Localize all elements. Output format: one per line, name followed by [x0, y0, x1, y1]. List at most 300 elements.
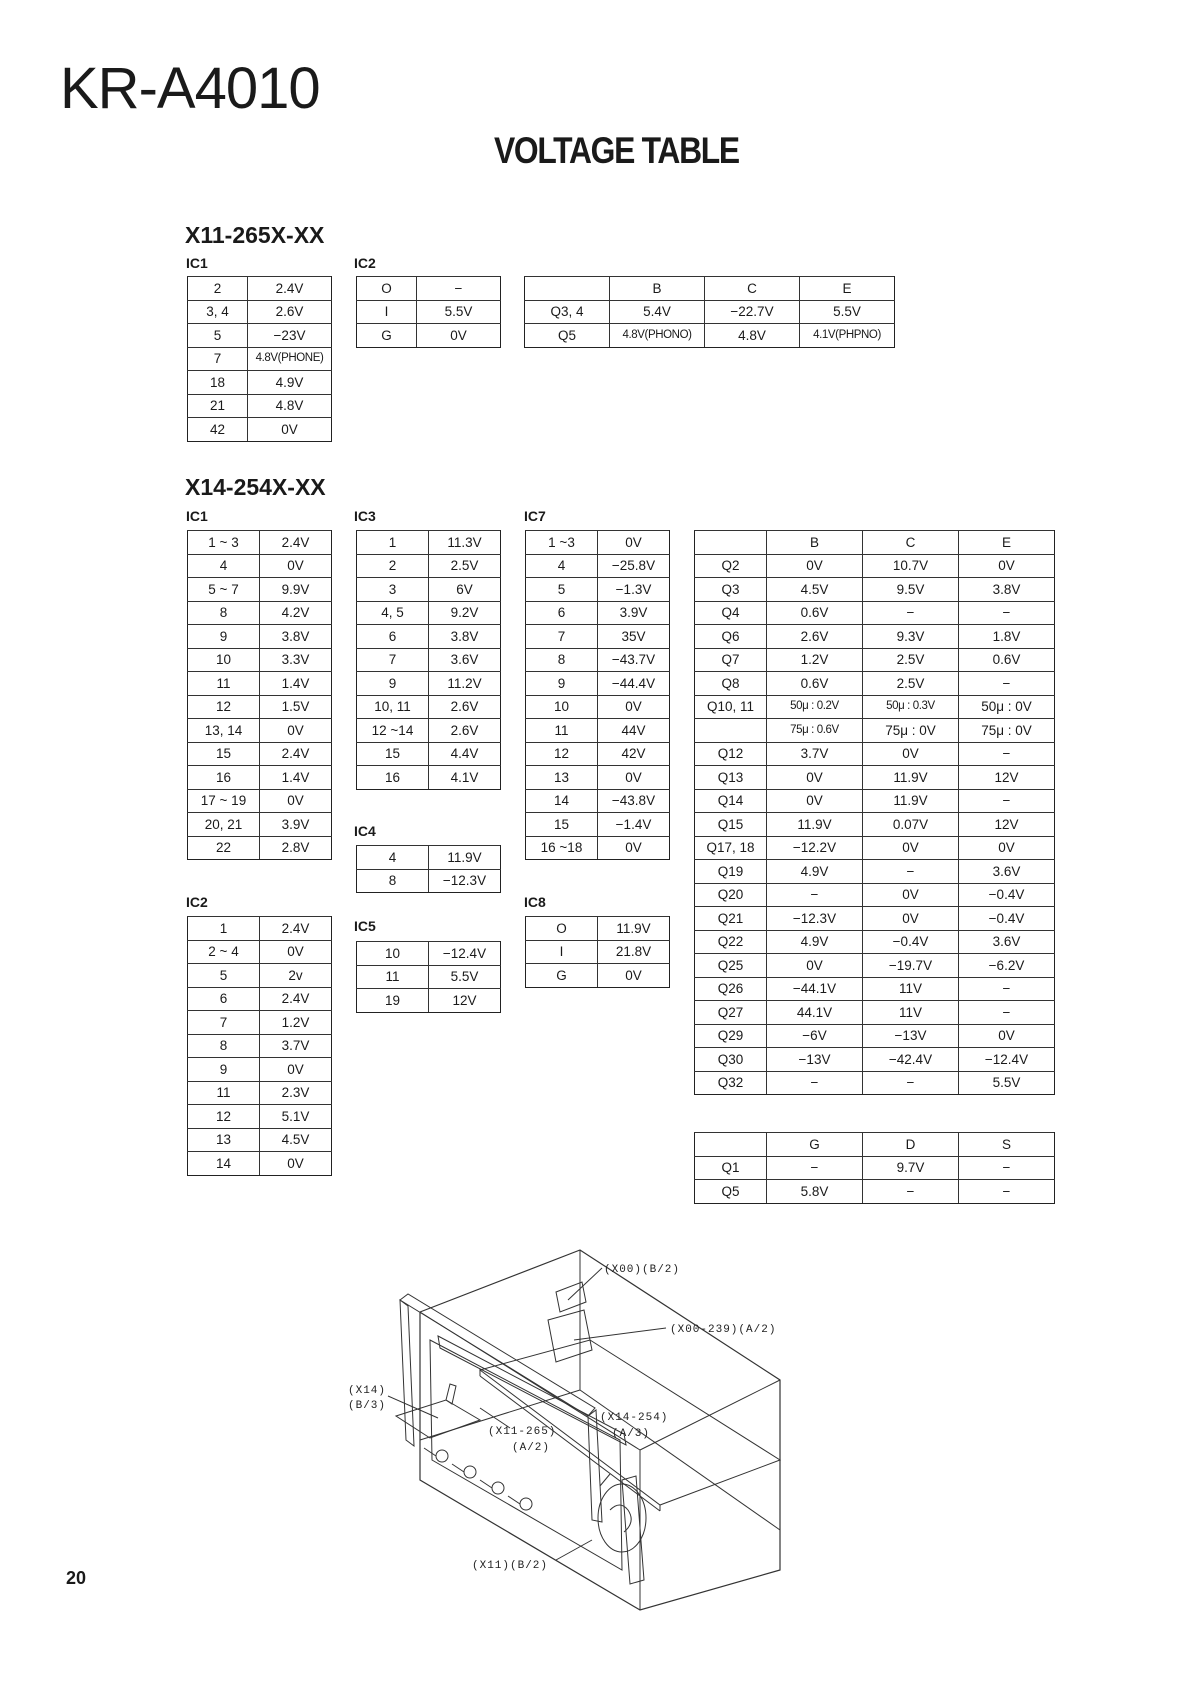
- table-cell: 6: [357, 625, 429, 649]
- table-row: [188, 554, 332, 578]
- x14-transistor-table: [694, 530, 1055, 1095]
- table-cell: 3: [357, 578, 429, 602]
- table-cell: 11.9V: [863, 789, 959, 813]
- table-cell: 19: [357, 989, 429, 1013]
- table-row: [188, 695, 332, 719]
- table-cell: 13: [526, 766, 598, 790]
- table-row: [188, 418, 332, 442]
- table-cell: 2v: [260, 964, 332, 988]
- table-cell: 3.6V: [429, 648, 501, 672]
- table-cell: 0V: [598, 695, 670, 719]
- table-row: [695, 813, 1055, 837]
- table-cell: 4: [357, 846, 429, 870]
- table-cell: −1.3V: [598, 578, 670, 602]
- table-cell: −6V: [767, 1024, 863, 1048]
- table-row: [188, 300, 332, 324]
- table-cell: 9: [188, 625, 260, 649]
- table-cell: −: [959, 789, 1055, 813]
- table-cell: 10.7V: [863, 554, 959, 578]
- table-cell: 3.8V: [260, 625, 332, 649]
- x11-ic2-table: [356, 276, 501, 348]
- table-row: [525, 324, 895, 348]
- table-row: [695, 766, 1055, 790]
- table-cell: 2.5V: [863, 672, 959, 696]
- table-cell: 1.8V: [959, 625, 1055, 649]
- table-cell: 4.9V: [767, 930, 863, 954]
- table-cell: 4: [188, 554, 260, 578]
- table-cell: −: [767, 1156, 863, 1180]
- x11-transistor-table: [524, 276, 895, 348]
- table-row: [695, 1024, 1055, 1048]
- table-cell: 10: [188, 648, 260, 672]
- table-cell: 4: [526, 554, 598, 578]
- table-cell: 44.1V: [767, 1001, 863, 1025]
- table-cell: 9: [526, 672, 598, 696]
- table-cell: 3, 4: [188, 300, 248, 324]
- table-cell: Q26: [695, 977, 767, 1001]
- table-cell: −0.4V: [959, 883, 1055, 907]
- table-cell: −6.2V: [959, 954, 1055, 978]
- table-row: [695, 1071, 1055, 1095]
- table-row: [695, 1001, 1055, 1025]
- table-cell: 20, 21: [188, 813, 260, 837]
- table-cell: −13V: [863, 1024, 959, 1048]
- table-cell: 1 ~3: [526, 531, 598, 555]
- table-row: [188, 766, 332, 790]
- table-cell: 0V: [767, 789, 863, 813]
- table-cell: 16: [357, 766, 429, 790]
- table-cell: 75μ : 0V: [959, 719, 1055, 743]
- table-cell: 2.3V: [260, 1081, 332, 1105]
- table-cell: 5.5V: [959, 1071, 1055, 1095]
- table-row: [188, 672, 332, 696]
- table-cell: D: [863, 1133, 959, 1157]
- table-row: [526, 554, 670, 578]
- table-cell: 0V: [598, 531, 670, 555]
- table-cell: 2.6V: [429, 719, 501, 743]
- table-cell: 1: [357, 531, 429, 555]
- x14-ic4-label: IC4: [354, 823, 376, 839]
- table-cell: 0V: [863, 836, 959, 860]
- table-cell: 1.2V: [767, 648, 863, 672]
- table-row: [188, 987, 332, 1011]
- table-cell: 9.9V: [260, 578, 332, 602]
- table-cell: 5 ~ 7: [188, 578, 260, 602]
- table-cell: −43.7V: [598, 648, 670, 672]
- table-cell: −22.7V: [705, 300, 800, 324]
- label-x14-b3-line2: (B/3): [348, 1400, 387, 1412]
- table-cell: 4.5V: [767, 578, 863, 602]
- table-row: [357, 766, 501, 790]
- x14-ic7-label: IC7: [524, 508, 546, 524]
- table-cell: 21.8V: [598, 940, 670, 964]
- table-row: [695, 719, 1055, 743]
- table-row: [695, 1156, 1055, 1180]
- table-cell: 5: [188, 964, 260, 988]
- table-cell: 0V: [863, 742, 959, 766]
- table-cell: 12V: [429, 989, 501, 1013]
- table-row: [695, 625, 1055, 649]
- table-cell: 0V: [598, 964, 670, 988]
- table-cell: 3.9V: [260, 813, 332, 837]
- x14-ic5-table: [356, 941, 501, 1013]
- table-row: [526, 813, 670, 837]
- table-cell: 0V: [959, 1024, 1055, 1048]
- table-cell: 4.8V: [248, 394, 332, 418]
- table-row: [695, 789, 1055, 813]
- table-cell: 3.8V: [429, 625, 501, 649]
- table-cell: 44V: [598, 719, 670, 743]
- table-row: [188, 371, 332, 395]
- table-cell: 2 ~ 4: [188, 940, 260, 964]
- table-row: [357, 531, 501, 555]
- table-cell: −44.1V: [767, 977, 863, 1001]
- table-cell: O: [357, 277, 417, 301]
- table-row: [526, 742, 670, 766]
- table-row: [188, 813, 332, 837]
- table-cell: 0V: [260, 554, 332, 578]
- table-cell: 0V: [959, 554, 1055, 578]
- table-cell: 5.1V: [260, 1105, 332, 1129]
- table-cell: 4.4V: [429, 742, 501, 766]
- table-cell: 8: [526, 648, 598, 672]
- table-cell: 0V: [767, 554, 863, 578]
- table-cell: 12: [526, 742, 598, 766]
- table-cell: 8: [188, 601, 260, 625]
- table-cell: 4, 5: [357, 601, 429, 625]
- table-row: [695, 648, 1055, 672]
- table-cell: [695, 531, 767, 555]
- table-row: [357, 742, 501, 766]
- table-row: [357, 277, 501, 301]
- table-row: [526, 531, 670, 555]
- table-cell: 13: [188, 1128, 260, 1152]
- table-cell: E: [800, 277, 895, 301]
- table-cell: 2.8V: [260, 836, 332, 860]
- table-cell: −23V: [248, 324, 332, 348]
- table-cell: 7: [188, 1011, 260, 1035]
- table-cell: 50μ : 0V: [959, 695, 1055, 719]
- table-cell: −: [959, 1180, 1055, 1204]
- x11-ic2-label: IC2: [354, 255, 376, 271]
- table-row: [357, 625, 501, 649]
- label-x00-239: (X00-239)(A/2): [670, 1324, 777, 1336]
- table-row: [526, 601, 670, 625]
- page-number: 20: [66, 1568, 87, 1588]
- table-cell: 6: [188, 987, 260, 1011]
- table-cell: 4.9V: [248, 371, 332, 395]
- table-cell: 9: [188, 1058, 260, 1082]
- table-cell: 2.4V: [260, 742, 332, 766]
- table-cell: −25.8V: [598, 554, 670, 578]
- table-row: [695, 1048, 1055, 1072]
- table-cell: −: [863, 601, 959, 625]
- table-cell: 3.6V: [959, 930, 1055, 954]
- table-cell: 3.7V: [767, 742, 863, 766]
- table-cell: [695, 1133, 767, 1157]
- table-cell: 4.2V: [260, 601, 332, 625]
- x14-ic3-table: [356, 530, 501, 790]
- table-cell: 0V: [767, 954, 863, 978]
- table-row: [357, 719, 501, 743]
- table-cell: −: [959, 977, 1055, 1001]
- table-cell: −: [767, 883, 863, 907]
- table-cell: Q3: [695, 578, 767, 602]
- table-cell: 4.1V(PHPNO): [800, 324, 895, 348]
- table-row: [695, 1180, 1055, 1204]
- table-cell: 0V: [417, 324, 501, 348]
- x14-fet-table: [694, 1132, 1055, 1204]
- table-cell: 50μ : 0.2V: [767, 695, 863, 719]
- model-title: KR-A4010: [60, 56, 320, 121]
- table-cell: [695, 719, 767, 743]
- table-row: [695, 578, 1055, 602]
- table-cell: −0.4V: [959, 907, 1055, 931]
- table-cell: 11V: [863, 977, 959, 1001]
- table-cell: −: [959, 601, 1055, 625]
- table-cell: 9: [357, 672, 429, 696]
- table-row: [695, 554, 1055, 578]
- table-cell: −: [767, 1071, 863, 1095]
- x14-ic4-table: [356, 845, 501, 893]
- table-cell: 42: [188, 418, 248, 442]
- table-cell: 0.6V: [767, 601, 863, 625]
- table-cell: 1 ~ 3: [188, 531, 260, 555]
- table-cell: 0.6V: [959, 648, 1055, 672]
- table-row: [357, 648, 501, 672]
- table-cell: 11.9V: [767, 813, 863, 837]
- table-cell: Q2: [695, 554, 767, 578]
- table-cell: 75μ : 0V: [863, 719, 959, 743]
- table-cell: 11.3V: [429, 531, 501, 555]
- table-cell: 5: [188, 324, 248, 348]
- table-cell: Q25: [695, 954, 767, 978]
- table-row: [188, 940, 332, 964]
- table-cell: 12V: [959, 766, 1055, 790]
- table-row: [695, 977, 1055, 1001]
- table-cell: 0V: [260, 940, 332, 964]
- table-cell: 2: [188, 277, 248, 301]
- table-row: [188, 719, 332, 743]
- table-row: [695, 1133, 1055, 1157]
- table-cell: 1.4V: [260, 672, 332, 696]
- table-cell: −43.8V: [598, 789, 670, 813]
- table-cell: 42V: [598, 742, 670, 766]
- table-cell: 22: [188, 836, 260, 860]
- table-cell: 0V: [598, 766, 670, 790]
- table-cell: 11: [357, 965, 429, 989]
- x14-ic2-label: IC2: [186, 894, 208, 910]
- table-cell: Q30: [695, 1048, 767, 1072]
- table-cell: 11: [188, 672, 260, 696]
- table-cell: 2.6V: [248, 300, 332, 324]
- table-cell: 0V: [598, 836, 670, 860]
- label-x14-254-line1: (X14-254): [600, 1412, 669, 1424]
- table-cell: −12.3V: [429, 869, 501, 893]
- table-cell: 7: [188, 347, 248, 371]
- table-cell: 9.5V: [863, 578, 959, 602]
- table-row: [357, 300, 501, 324]
- table-cell: C: [705, 277, 800, 301]
- table-cell: 11V: [863, 1001, 959, 1025]
- table-cell: 2.4V: [260, 531, 332, 555]
- table-row: [526, 766, 670, 790]
- table-cell: 0V: [260, 719, 332, 743]
- table-row: [526, 578, 670, 602]
- table-cell: 6V: [429, 578, 501, 602]
- table-row: [188, 1011, 332, 1035]
- table-cell: 14: [188, 1152, 260, 1176]
- table-cell: 2.6V: [429, 695, 501, 719]
- table-cell: −: [959, 672, 1055, 696]
- table-cell: 5.5V: [429, 965, 501, 989]
- table-cell: B: [610, 277, 705, 301]
- table-cell: 2.5V: [863, 648, 959, 672]
- table-cell: 2.4V: [248, 277, 332, 301]
- table-cell: S: [959, 1133, 1055, 1157]
- table-cell: 11: [526, 719, 598, 743]
- table-cell: 15: [357, 742, 429, 766]
- table-cell: 10: [357, 942, 429, 966]
- table-row: [188, 789, 332, 813]
- table-cell: Q5: [525, 324, 610, 348]
- label-x14-254-line2: (A/3): [612, 1428, 651, 1440]
- table-cell: Q17, 18: [695, 836, 767, 860]
- table-cell: 8: [188, 1034, 260, 1058]
- table-row: [695, 883, 1055, 907]
- table-cell: Q13: [695, 766, 767, 790]
- section-heading-x14: X14-254X-XX: [185, 474, 326, 500]
- table-cell: Q5: [695, 1180, 767, 1204]
- table-cell: 1: [188, 917, 260, 941]
- table-row: [695, 930, 1055, 954]
- table-cell: 16 ~18: [526, 836, 598, 860]
- table-row: [188, 531, 332, 555]
- table-cell: 4.9V: [767, 860, 863, 884]
- table-row: [526, 917, 670, 941]
- x14-ic3-label: IC3: [354, 508, 376, 524]
- table-cell: 17 ~ 19: [188, 789, 260, 813]
- table-cell: I: [357, 300, 417, 324]
- table-cell: Q32: [695, 1071, 767, 1095]
- table-row: [357, 989, 501, 1013]
- table-cell: 75μ : 0.6V: [767, 719, 863, 743]
- table-cell: 5.4V: [610, 300, 705, 324]
- table-row: [188, 1152, 332, 1176]
- table-row: [188, 625, 332, 649]
- table-cell: 2.6V: [767, 625, 863, 649]
- table-row: [357, 965, 501, 989]
- table-cell: −12.3V: [767, 907, 863, 931]
- table-row: [526, 648, 670, 672]
- table-cell: Q22: [695, 930, 767, 954]
- table-cell: Q1: [695, 1156, 767, 1180]
- table-cell: 11: [188, 1081, 260, 1105]
- table-cell: 4.5V: [260, 1128, 332, 1152]
- table-cell: −12.4V: [959, 1048, 1055, 1072]
- table-row: [188, 1034, 332, 1058]
- table-cell: 5: [526, 578, 598, 602]
- table-cell: 0V: [959, 836, 1055, 860]
- x14-ic8-label: IC8: [524, 894, 546, 910]
- table-row: [526, 836, 670, 860]
- table-row: [695, 907, 1055, 931]
- table-cell: 14: [526, 789, 598, 813]
- table-cell: Q3, 4: [525, 300, 610, 324]
- table-row: [357, 554, 501, 578]
- table-cell: 10: [526, 695, 598, 719]
- table-cell: 0V: [863, 883, 959, 907]
- table-cell: −13V: [767, 1048, 863, 1072]
- label-x11-265-line1: (X11-265): [488, 1426, 557, 1438]
- table-row: [357, 601, 501, 625]
- table-cell: 18: [188, 371, 248, 395]
- table-cell: 11.2V: [429, 672, 501, 696]
- table-cell: Q7: [695, 648, 767, 672]
- table-cell: 9.3V: [863, 625, 959, 649]
- x14-ic2-table: [187, 916, 332, 1176]
- table-cell: 35V: [598, 625, 670, 649]
- table-cell: 21: [188, 394, 248, 418]
- table-row: [357, 695, 501, 719]
- table-cell: C: [863, 531, 959, 555]
- table-cell: Q19: [695, 860, 767, 884]
- table-cell: 4.8V: [705, 324, 800, 348]
- table-row: [357, 869, 501, 893]
- table-row: [357, 846, 501, 870]
- table-cell: −42.4V: [863, 1048, 959, 1072]
- table-cell: 3.7V: [260, 1034, 332, 1058]
- table-cell: 12V: [959, 813, 1055, 837]
- x14-ic1-table: [187, 530, 332, 860]
- table-row: [357, 672, 501, 696]
- table-cell: 12: [188, 695, 260, 719]
- table-cell: I: [526, 940, 598, 964]
- table-cell: 5.5V: [417, 300, 501, 324]
- section-heading-x11: X11-265X-XX: [185, 222, 325, 248]
- x11-ic1-table: [187, 276, 332, 442]
- table-cell: 0V: [260, 1058, 332, 1082]
- table-cell: −0.4V: [863, 930, 959, 954]
- table-cell: 6: [526, 601, 598, 625]
- table-cell: 12: [188, 1105, 260, 1129]
- table-row: [695, 601, 1055, 625]
- table-cell: 1.5V: [260, 695, 332, 719]
- table-cell: Q6: [695, 625, 767, 649]
- table-row: [526, 719, 670, 743]
- x14-ic5-label: IC5: [354, 918, 376, 934]
- table-cell: 15: [188, 742, 260, 766]
- table-cell: G: [357, 324, 417, 348]
- table-cell: 1.2V: [260, 1011, 332, 1035]
- table-cell: 7: [526, 625, 598, 649]
- table-row: [526, 672, 670, 696]
- table-cell: 11.9V: [429, 846, 501, 870]
- table-cell: 1.4V: [260, 766, 332, 790]
- label-x00-b2: (X00)(B/2): [604, 1264, 681, 1276]
- table-cell: 16: [188, 766, 260, 790]
- table-cell: 11.9V: [598, 917, 670, 941]
- table-row: [695, 860, 1055, 884]
- table-cell: 4.8V(PHONO): [610, 324, 705, 348]
- x14-ic1-label: IC1: [186, 508, 208, 524]
- table-row: [188, 324, 332, 348]
- table-row: [526, 625, 670, 649]
- table-cell: Q27: [695, 1001, 767, 1025]
- table-cell: 50μ : 0.3V: [863, 695, 959, 719]
- table-row: [188, 277, 332, 301]
- table-row: [188, 347, 332, 371]
